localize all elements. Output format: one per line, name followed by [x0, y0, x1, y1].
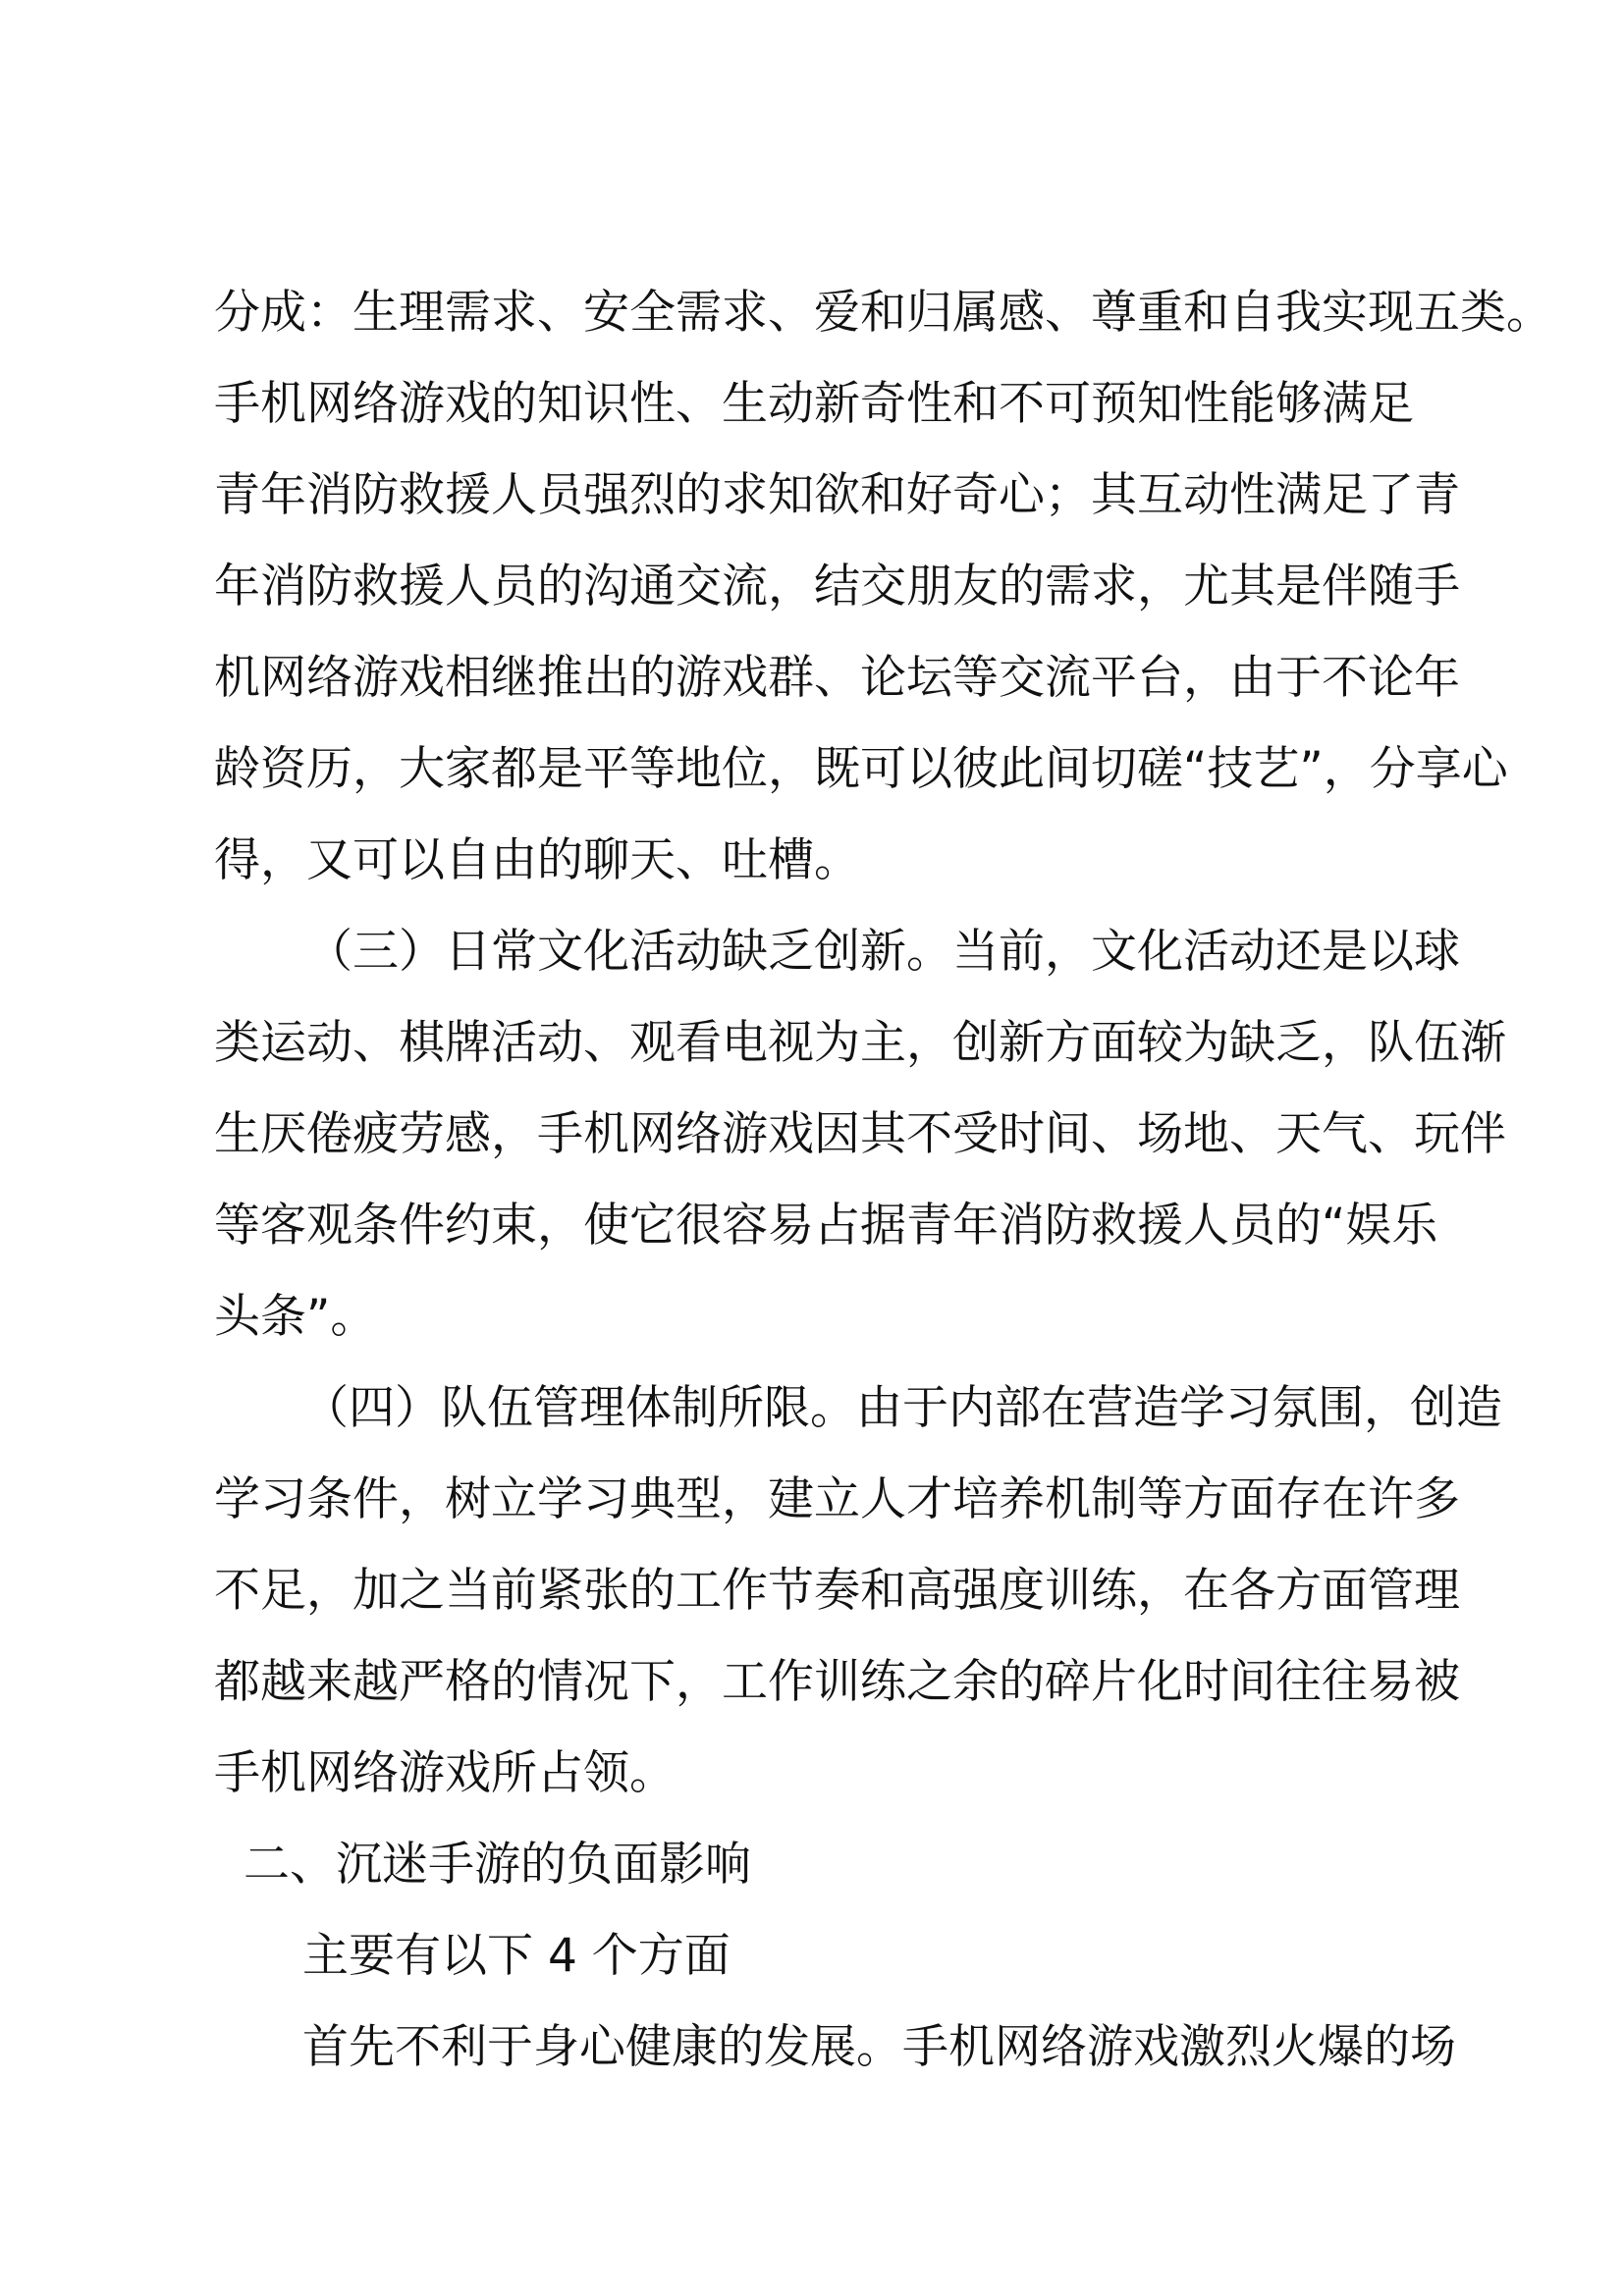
paragraph-line: 头条”。 [214, 1290, 377, 1344]
paragraph-line: 不足，加之当前紧张的工作节奏和高强度训练，在各方面管理 [214, 1564, 1460, 1618]
chapter-heading: 二、沉迷手游的负面影响 [244, 1838, 751, 1892]
document-body [214, 267, 1552, 2093]
paragraph-line: 年消防救援人员的沟通交流，结交朋友的需求，尤其是伴随手 [214, 560, 1460, 614]
paragraph-line: 都越来越严格的情况下，工作训练之余的碎片化时间往往易被 [214, 1655, 1460, 1709]
section-heading-4: （四）队伍管理体制所限。由于内部在营造学习氛围，创造 [302, 1381, 1502, 1435]
paragraph-line: 生厌倦疲劳感，手机网络游戏因其不受时间、场地、天气、玩伴 [214, 1107, 1506, 1161]
section-heading-3: （三）日常文化活动缺乏创新。当前，文化活动还是以球 [306, 925, 1460, 979]
paragraph-line: 类运动、棋牌活动、观看电视为主，创新方面较为缺乏，队伍渐 [214, 1016, 1506, 1070]
paragraph-line: 首先不利于身心健康的发展。手机网络游戏激烈火爆的场 [302, 2020, 1456, 2074]
paragraph-line: 机网络游戏相继推出的游戏群、论坛等交流平台，由于不论年 [214, 651, 1460, 705]
paragraph-line: 手机网络游戏所占领。 [214, 1746, 676, 1800]
paragraph-line: 得，又可以自由的聊天、吐槽。 [214, 833, 860, 887]
paragraph-line: 等客观条件约束，使它很容易占据青年消防救援人员的“娱乐 [214, 1199, 1438, 1253]
paragraph-line: 龄资历，大家都是平等地位，既可以彼此间切磋“技艺”，分享心 [214, 742, 1508, 796]
paragraph-line: 手机网络游戏的知识性、生动新奇性和不可预知性能够满足 [214, 377, 1414, 431]
paragraph-line: 青年消防救援人员强烈的求知欲和好奇心；其互动性满足了青 [214, 468, 1460, 522]
paragraph-line: 学习条件，树立学习典型，建立人才培养机制等方面存在许多 [214, 1472, 1460, 1526]
paragraph-line: 分成：生理需求、安全需求、爱和归属感、尊重和自我实现五类。 [214, 286, 1552, 340]
paragraph-line: 主要有以下 4 个方面 [302, 1929, 731, 1983]
